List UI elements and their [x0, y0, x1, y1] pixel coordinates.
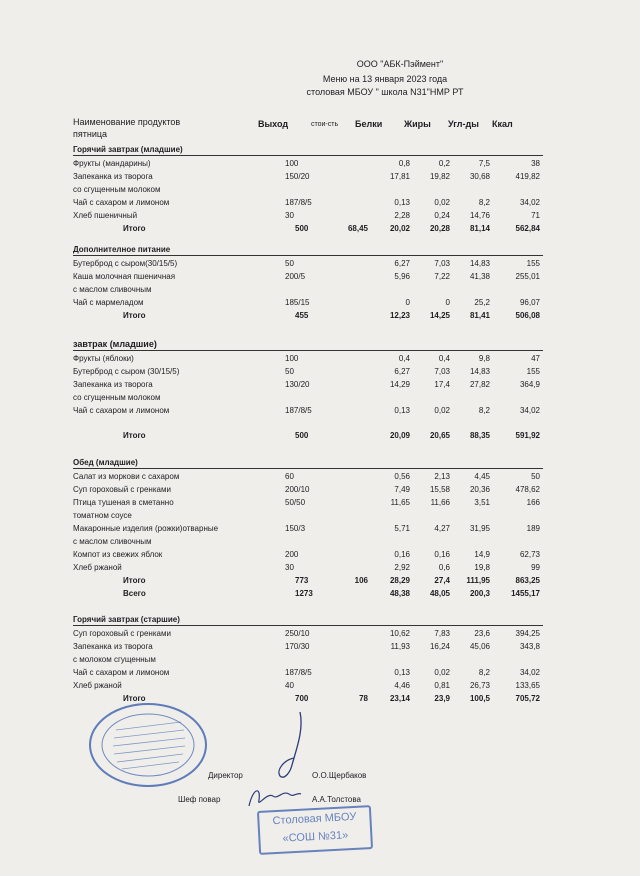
section-divider — [73, 350, 543, 351]
dish-name: Бутерброд с сыром (30/15/5) — [73, 367, 180, 376]
dish-name: Макаронные изделия (рожки)отварные — [73, 524, 219, 533]
dish-fat: 0,81 — [434, 681, 450, 690]
dish-carbs: 9,8 — [478, 354, 490, 363]
dish-output: 455 — [295, 311, 309, 320]
dish-protein: 0,16 — [394, 550, 410, 559]
dish-protein: 7,49 — [394, 485, 410, 494]
dish-output: 130/20 — [285, 380, 310, 389]
col-kcal-header: Ккал — [492, 119, 513, 129]
dish-name-continued: со сгущенным молоком — [73, 185, 161, 194]
dish-kcal: 1455,17 — [511, 589, 540, 598]
table-row — [73, 561, 543, 574]
dish-name: Бутерброд с сыром(30/15/5) — [73, 259, 178, 268]
dish-output: 50 — [285, 367, 294, 376]
dish-kcal: 99 — [531, 563, 540, 572]
dish-fat: 7,22 — [434, 272, 450, 281]
dish-protein: 2,28 — [394, 211, 410, 220]
dish-protein: 11,93 — [390, 642, 410, 651]
dish-name-continued: с маслом сливочным — [73, 537, 152, 546]
dish-cost: 78 — [359, 694, 368, 703]
dish-cost: 68,45 — [347, 224, 368, 233]
total-row — [73, 222, 543, 235]
dish-name: Итого — [123, 224, 146, 233]
dish-fat: 20,65 — [429, 431, 450, 440]
dish-protein: 23,14 — [389, 694, 410, 703]
col-carb-header: Угл-ды — [448, 119, 479, 129]
dish-fat: 7,03 — [434, 259, 450, 268]
section-title: Горячий завтрак (младшие) — [73, 145, 183, 154]
dish-protein: 0,13 — [394, 198, 410, 207]
dish-output: 50/50 — [285, 498, 306, 507]
dish-protein: 10,62 — [389, 629, 410, 638]
dish-fat: 7,83 — [434, 629, 450, 638]
dish-fat: 0,6 — [438, 563, 450, 572]
dish-name: Фрукты (яблоки) — [73, 354, 134, 363]
dish-protein: 0,4 — [398, 354, 410, 363]
dish-carbs: 14,83 — [469, 367, 490, 376]
dish-carbs: 31,95 — [469, 524, 490, 533]
total-row — [73, 574, 543, 587]
dish-carbs: 88,35 — [469, 431, 490, 440]
dish-protein: 6,27 — [394, 367, 410, 376]
dish-protein: 5,71 — [394, 524, 410, 533]
dish-output: 187/8/5 — [285, 198, 312, 207]
dish-fat: 4,27 — [434, 524, 450, 533]
dish-kcal: 189 — [526, 524, 540, 533]
dish-output: 500 — [295, 224, 309, 233]
dish-protein: 20,09 — [389, 431, 410, 440]
dish-kcal: 155 — [526, 367, 540, 376]
dish-protein: 48,38 — [389, 589, 410, 598]
menu-date: Меню на 13 января 2023 года — [322, 74, 448, 84]
dish-name: Запеканка из творога — [73, 642, 153, 651]
dish-protein: 17,81 — [389, 172, 410, 181]
table-row — [73, 170, 543, 183]
dish-protein: 6,27 — [394, 259, 410, 268]
dish-output: 200/5 — [285, 272, 306, 281]
dish-fat: 0,02 — [434, 198, 450, 207]
chef-label: Шеф повар — [178, 795, 221, 804]
table-row — [73, 296, 543, 309]
dish-carbs: 19,8 — [474, 563, 490, 572]
section-divider — [73, 155, 543, 156]
dish-output: 30 — [285, 563, 294, 572]
section-title: Дополнителное питание — [73, 245, 171, 254]
dish-output: 185/15 — [285, 298, 310, 307]
dish-carbs: 4,45 — [474, 472, 490, 481]
table-row — [73, 270, 543, 283]
canteen-name: столовая МБОУ " школа N31"НМР РТ — [306, 87, 464, 97]
dish-output: 187/8/5 — [285, 406, 312, 415]
org-name: ООО "АБК-Пэймент" — [356, 59, 444, 69]
director-name: О.О.Щербаков — [312, 771, 367, 780]
dish-kcal: 38 — [531, 159, 540, 168]
dish-name: Птица тушеная в сметанно — [73, 498, 174, 507]
dish-kcal: 478,62 — [515, 485, 540, 494]
dish-protein: 2,92 — [394, 563, 410, 572]
stamp-line1: Столовая МБОУ — [272, 810, 357, 828]
dish-fat: 0,16 — [434, 550, 450, 559]
dish-name: Компот из свежих яблок — [73, 550, 163, 559]
dish-fat: 0,24 — [434, 211, 450, 220]
dish-kcal: 34,02 — [519, 198, 540, 207]
dish-fat: 0,2 — [438, 159, 450, 168]
dish-name: Фрукты (мандарины) — [73, 159, 151, 168]
dish-name-continued: томатном соусе — [73, 511, 132, 520]
dish-carbs: 14,76 — [469, 211, 490, 220]
dish-kcal: 133,65 — [515, 681, 540, 690]
dish-kcal: 34,02 — [519, 668, 540, 677]
dish-fat: 14,25 — [429, 311, 450, 320]
dish-protein: 0,8 — [398, 159, 410, 168]
col-name-header: Наименование продуктов — [73, 117, 181, 127]
dish-name: Итого — [123, 311, 146, 320]
dish-name: Суп гороховый с гренками — [73, 629, 171, 638]
table-row — [73, 627, 543, 640]
table-row — [73, 548, 543, 561]
table-row — [73, 404, 543, 417]
dish-output: 700 — [295, 694, 309, 703]
dish-carbs: 100,5 — [469, 694, 490, 703]
dish-fat: 17,4 — [434, 380, 450, 389]
dish-fat: 23,9 — [434, 694, 450, 703]
dish-output: 187/8/5 — [285, 668, 312, 677]
dish-protein: 14,29 — [389, 380, 410, 389]
dish-fat: 48,05 — [429, 589, 450, 598]
dish-name-continued: со сгущенным молоком — [73, 393, 161, 402]
dish-fat: 16,24 — [429, 642, 450, 651]
dish-output: 40 — [285, 681, 294, 690]
dish-output: 60 — [285, 472, 294, 481]
dish-protein: 4,46 — [394, 681, 410, 690]
dish-fat: 20,28 — [429, 224, 450, 233]
dish-carbs: 81,14 — [469, 224, 490, 233]
dish-carbs: 200,3 — [469, 589, 490, 598]
section-divider — [73, 468, 543, 469]
school-seal — [86, 700, 211, 790]
table-row — [73, 679, 543, 692]
section-title: Горячий завтрак (старшие) — [73, 615, 180, 624]
dish-protein: 0 — [405, 298, 410, 307]
dish-name: Итого — [123, 431, 146, 440]
dish-name: Запеканка из творога — [73, 172, 153, 181]
dish-name: Чай с сахаром и лимоном — [73, 406, 170, 415]
dish-fat: 15,58 — [429, 485, 450, 494]
dish-kcal: 62,73 — [519, 550, 540, 559]
dish-fat: 2,13 — [434, 472, 450, 481]
chef-name: А.А.Толстова — [312, 795, 361, 804]
table-row — [73, 352, 543, 365]
dish-cost: 106 — [354, 576, 368, 585]
dish-kcal: 47 — [531, 354, 540, 363]
dish-carbs: 45,06 — [469, 642, 490, 651]
signature-director — [270, 710, 315, 785]
dish-protein: 5,96 — [394, 272, 410, 281]
dish-output: 500 — [295, 431, 309, 440]
dish-carbs: 27,82 — [469, 380, 490, 389]
dish-output: 200/10 — [285, 485, 310, 494]
dish-protein: 0,13 — [394, 668, 410, 677]
dish-output: 150/3 — [285, 524, 306, 533]
dish-carbs: 41,38 — [469, 272, 490, 281]
dish-name: Хлеб пшеничный — [73, 211, 138, 220]
section-divider — [73, 255, 543, 256]
dish-protein: 12,23 — [389, 311, 410, 320]
table-row — [73, 209, 543, 222]
total-row — [73, 309, 543, 322]
dish-name: Чай с мармеладом — [73, 298, 144, 307]
dish-carbs: 23,6 — [474, 629, 490, 638]
dish-name: Суп гороховый с гренками — [73, 485, 171, 494]
dish-carbs: 25,2 — [474, 298, 490, 307]
dish-output: 100 — [285, 159, 299, 168]
dish-carbs: 111,95 — [466, 576, 490, 585]
dish-protein: 0,56 — [394, 472, 410, 481]
dish-kcal: 50 — [531, 472, 540, 481]
col-name-weekday: пятница — [73, 129, 108, 139]
table-row — [73, 522, 543, 535]
signature-chef — [245, 782, 305, 812]
dish-carbs: 14,83 — [469, 259, 490, 268]
table-row — [73, 196, 543, 209]
dish-fat: 19,82 — [429, 172, 450, 181]
dish-name: Хлеб ржаной — [73, 563, 122, 572]
dish-kcal: 96,07 — [519, 298, 540, 307]
dish-carbs: 3,51 — [474, 498, 490, 507]
stamp-line2: «СОШ №31» — [282, 829, 349, 845]
dish-kcal: 155 — [526, 259, 540, 268]
dish-kcal: 506,08 — [515, 311, 540, 320]
table-row — [73, 378, 543, 391]
dish-output: 50 — [285, 259, 294, 268]
dish-output: 773 — [295, 576, 309, 585]
dish-carbs: 8,2 — [478, 668, 490, 677]
director-label: Директор — [208, 771, 243, 780]
dish-output: 100 — [285, 354, 299, 363]
dish-name: Чай с сахаром и лимоном — [73, 668, 170, 677]
dish-name: Салат из моркови с сахаром — [73, 472, 180, 481]
section-title: Обед (младшие) — [73, 458, 138, 467]
section-divider — [73, 625, 543, 626]
dish-name: Хлеб ржаной — [73, 681, 122, 690]
dish-carbs: 26,73 — [469, 681, 490, 690]
dish-kcal: 34,02 — [519, 406, 540, 415]
dish-output: 250/10 — [285, 629, 310, 638]
dish-carbs: 81,41 — [469, 311, 490, 320]
dish-kcal: 166 — [526, 498, 540, 507]
dish-name: Чай с сахаром и лимоном — [73, 198, 170, 207]
col-out-header: Выход — [258, 119, 289, 129]
dish-fat: 11,66 — [430, 498, 450, 507]
dish-fat: 7,03 — [434, 367, 450, 376]
dish-output: 170/30 — [285, 642, 310, 651]
col-protein-header: Белки — [355, 119, 383, 129]
dish-carbs: 7,5 — [478, 159, 490, 168]
dish-kcal: 394,25 — [515, 629, 540, 638]
dish-output: 150/20 — [285, 172, 310, 181]
dish-kcal: 705,72 — [515, 694, 540, 703]
dish-name: Каша молочная пшеничная — [73, 272, 176, 281]
table-row — [73, 470, 543, 483]
dish-fat: 27,4 — [434, 576, 450, 585]
dish-name: Запеканка из творога — [73, 380, 153, 389]
dish-output: 200 — [285, 550, 299, 559]
dish-protein: 28,29 — [389, 576, 410, 585]
section-title: завтрак (младшие) — [73, 339, 157, 349]
dish-carbs: 8,2 — [478, 406, 490, 415]
dish-output: 30 — [285, 211, 294, 220]
dish-kcal: 343,8 — [519, 642, 540, 651]
dish-kcal: 591,92 — [515, 431, 540, 440]
canteen-stamp — [257, 805, 373, 855]
table-row — [73, 483, 543, 496]
dish-name: Итого — [123, 694, 146, 703]
dish-fat: 0,02 — [434, 406, 450, 415]
dish-fat: 0 — [445, 298, 450, 307]
dish-fat: 0,4 — [438, 354, 450, 363]
table-row — [73, 666, 543, 679]
table-row — [73, 640, 543, 653]
dish-kcal: 863,25 — [515, 576, 540, 585]
total-row — [73, 587, 543, 600]
total-row — [73, 429, 543, 442]
dish-protein: 20,02 — [389, 224, 410, 233]
dish-carbs: 14,9 — [474, 550, 490, 559]
dish-kcal: 364,9 — [519, 380, 540, 389]
dish-name: Всего — [123, 589, 146, 598]
col-fat-header: Жиры — [404, 119, 431, 129]
dish-name-continued: с молоком сгущенным — [73, 655, 156, 664]
table-row — [73, 257, 543, 270]
dish-kcal: 255,01 — [515, 272, 540, 281]
table-row — [73, 496, 543, 509]
dish-kcal: 71 — [531, 211, 540, 220]
col-cost-header: стои-сть — [311, 121, 339, 128]
dish-protein: 11,65 — [390, 498, 410, 507]
table-row — [73, 365, 543, 378]
dish-kcal: 562,84 — [515, 224, 540, 233]
dish-fat: 0,02 — [434, 668, 450, 677]
dish-protein: 0,13 — [394, 406, 410, 415]
dish-kcal: 419,82 — [515, 172, 540, 181]
dish-name: Итого — [123, 576, 146, 585]
table-row — [73, 157, 543, 170]
dish-carbs: 20,36 — [469, 485, 490, 494]
dish-carbs: 8,2 — [478, 198, 490, 207]
dish-output: 1273 — [295, 589, 313, 598]
dish-name-continued: с маслом сливочным — [73, 285, 152, 294]
dish-carbs: 30,68 — [469, 172, 490, 181]
